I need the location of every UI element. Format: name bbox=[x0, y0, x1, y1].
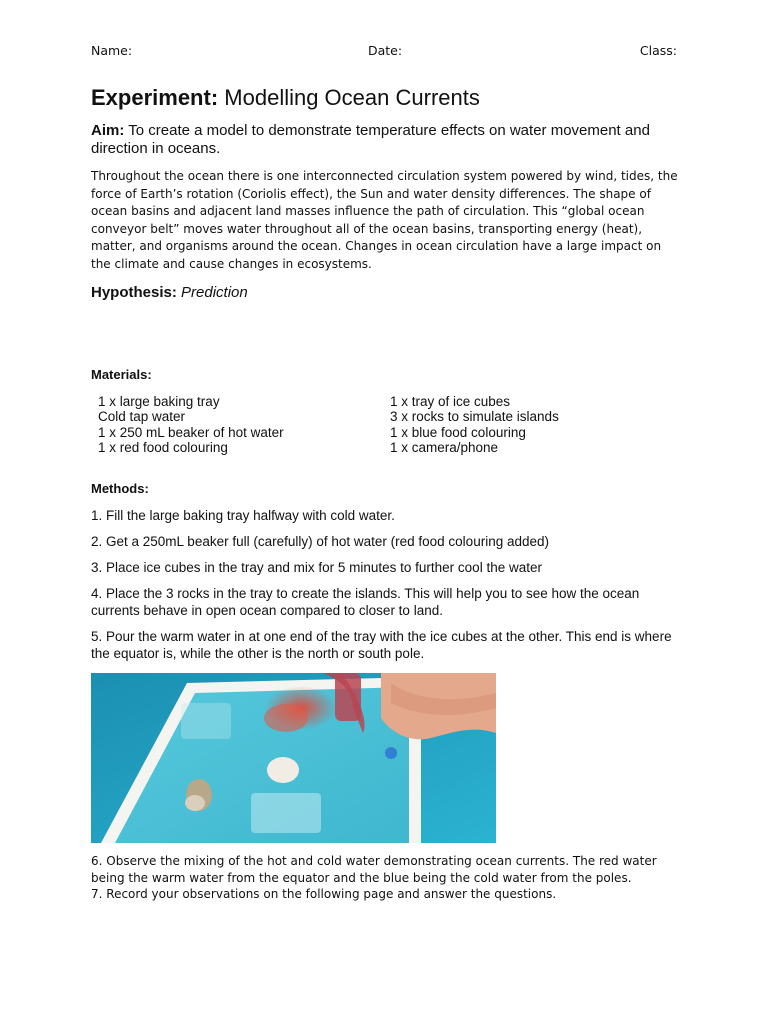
aim-section bbox=[91, 122, 681, 158]
tray-illustration bbox=[91, 673, 496, 843]
hypothesis-section bbox=[91, 284, 248, 301]
material-item: 1 x red food colouring bbox=[98, 440, 228, 456]
class-label: Class: bbox=[639, 43, 677, 58]
material-item: 1 x blue food colouring bbox=[390, 424, 526, 440]
material-item: Cold tap water bbox=[98, 409, 186, 425]
material-item: 1 x large baking tray bbox=[98, 394, 220, 409]
hypothesis-text: Prediction bbox=[181, 284, 248, 301]
aim-label: Aim: bbox=[91, 122, 125, 139]
title-prefix: Experiment: bbox=[91, 85, 219, 110]
aim-text: To create a model to demonstrate temperature effects on water movement and direction in oceans. bbox=[91, 122, 650, 157]
materials-left-column bbox=[98, 394, 284, 456]
method-step: 6. Observe the mixing of the hot and cold water demonstrating ocean currents. The red water being the warm water from the equator and the blue being the cold water from the poles. bbox=[91, 854, 657, 885]
method-step: 2. Get a 250mL beaker full (carefully) of hot water (red food colouring added) bbox=[91, 534, 549, 549]
name-label: Name: bbox=[91, 43, 133, 58]
material-item: 1 x camera/phone bbox=[390, 440, 499, 456]
page-title bbox=[91, 85, 480, 111]
materials-right-column bbox=[390, 394, 559, 456]
method-step: 7. Record your observations on the following page and answer the questions. bbox=[91, 887, 557, 901]
title-text: Modelling Ocean Currents bbox=[224, 85, 480, 110]
method-step: 4. Place the 3 rocks in the tray to create the islands. This will help you to see how the ocean currents behave in open ocean compared to closer to land. bbox=[91, 586, 640, 618]
methods-heading: Methods: bbox=[91, 481, 149, 496]
intro-paragraph: Throughout the ocean there is one interconnected circulation system powered by wind, tides, the force of Earth’s rotation (Coriolis effect), the Sun and water density differences. The shape of ocean basins and adjacent land masses influence the path of circulation. This “global ocean conveyor belt” moves water throughout all of the ocean basins, transporting energy (heat), matter, and organisms around the ocean. Changes in ocean circulation have a large impact on the climate and cause changes in ecosystems. bbox=[91, 169, 678, 271]
hypothesis-label: Hypothesis: bbox=[91, 284, 177, 301]
material-item: 1 x 250 mL beaker of hot water bbox=[98, 424, 284, 440]
material-item: 3 x rocks to simulate islands bbox=[390, 409, 559, 425]
method-step: 1. Fill the large baking tray halfway with cold water. bbox=[91, 508, 395, 523]
date-label: Date: bbox=[368, 43, 403, 58]
student-info-header bbox=[91, 43, 677, 59]
method-step: 5. Pour the warm water in at one end of the tray with the ice cubes at the other. This end is where the equator is, while the other is the north or south pole. bbox=[91, 629, 672, 661]
materials-heading: Materials: bbox=[91, 367, 152, 382]
method-step: 3. Place ice cubes in the tray and mix for 5 minutes to further cool the water bbox=[91, 560, 542, 575]
closing-steps bbox=[91, 853, 681, 903]
experiment-photo bbox=[91, 673, 496, 843]
material-item: 1 x tray of ice cubes bbox=[390, 394, 511, 409]
